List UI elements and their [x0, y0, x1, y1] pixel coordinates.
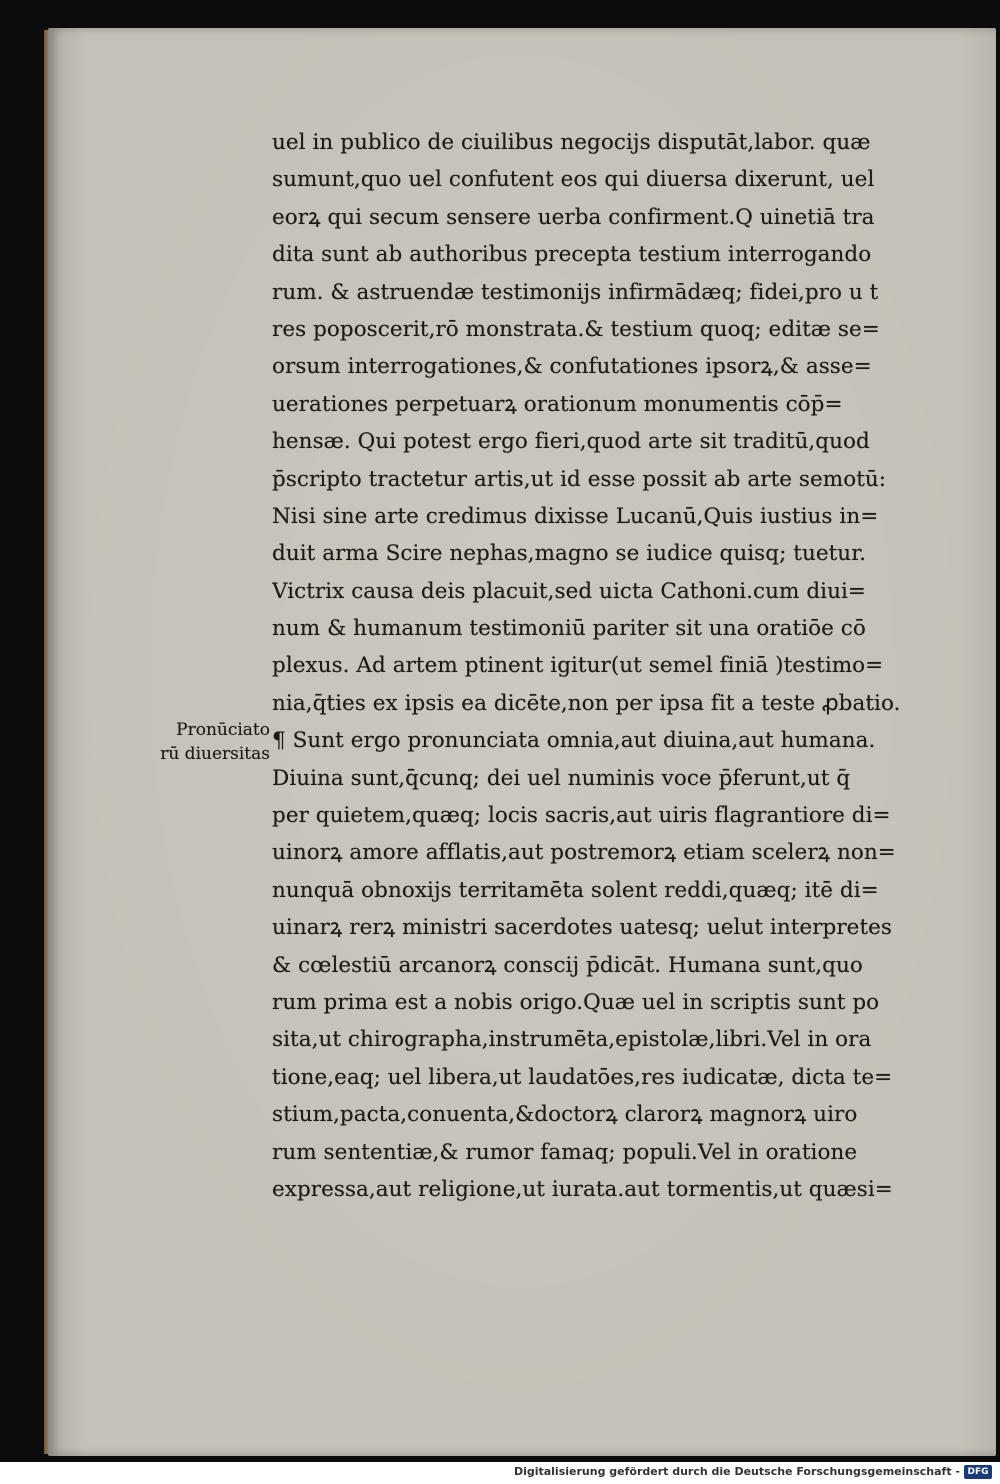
body-text	[272, 124, 952, 1208]
text-line: res poposcerit,rō monstrata.& testium quoq; editæ se=	[272, 316, 880, 342]
dfg-logo[interactable]: DFG	[964, 1465, 992, 1479]
margin-note-line: Pronūciato	[176, 720, 270, 740]
text-line: p̄scripto tractetur artis,ut id esse possit ab arte semotū:	[272, 466, 887, 492]
text-line: orsum interrogationes,& confutationes ipsorꝝ,& asse=	[272, 354, 872, 380]
text-line: plexus. Ad artem ptinent igitur(ut semel finiā )testimo=	[272, 653, 884, 679]
text-line: tione,eaq; uel libera,ut laudatōes,res iudicatæ, dicta te=	[272, 1064, 893, 1090]
text-line: expressa,aut religione,ut iurata.aut tormentis,ut quæsi=	[272, 1176, 893, 1202]
text-line: stium,pacta,conuenta,&doctorꝝ clarorꝝ magnorꝝ uiro	[272, 1102, 858, 1128]
text-line: eorꝝ qui secum sensere uerba confirment.Q uinetiā tra	[272, 204, 875, 230]
text-line: rum prima est a nobis origo.Quæ uel in scriptis sunt po	[272, 989, 880, 1015]
footer-credit: Digitalisierung gefördert durch die Deutsche Forschungsgemeinschaft -	[513, 1465, 960, 1478]
text-line: nunquā obnoxijs territamēta solent reddi,quæq; itē di=	[272, 877, 879, 903]
text-line: sita,ut chirographa,instrumēta,epistolæ,libri.Vel in ora	[272, 1027, 872, 1053]
text-line: dita sunt ab authoribus precepta testium interrogando	[272, 242, 872, 268]
text-line: duit arma Scire nephas,magno se iudice quisq; tuetur.	[272, 541, 867, 567]
text-line: hensæ. Qui potest ergo fieri,quod arte sit traditū,quod	[272, 429, 870, 455]
text-line: num & humanum testimoniū pariter sit una oratiōe cō	[272, 616, 866, 642]
text-line: Diuina sunt,q̄cunq; dei uel numinis voce p̄ferunt,ut q̄	[272, 765, 851, 791]
text-line: rum sententiæ,& rumor famaq; populi.Vel in oratione	[272, 1139, 858, 1165]
text-line: Nisi sine arte credimus dixisse Lucanū,Quis iustius in=	[272, 503, 879, 529]
text-line: ¶ Sunt ergo pronunciata omnia,aut diuina,aut humana.	[272, 728, 876, 754]
margin-note-line: rū diuersitas	[160, 744, 270, 764]
text-line: rum. & astruendæ testimonijs infirmādæq; fidei,pro u t	[272, 279, 879, 305]
footer-bar	[0, 1462, 1000, 1484]
text-line: Victrix causa deis placuit,sed uicta Cathoni.cum diui=	[272, 578, 866, 604]
text-line: uinarꝝ rerꝝ ministri sacerdotes uatesq; uelut interpretes	[272, 915, 892, 941]
margin-note	[140, 718, 270, 766]
text-line: uinorꝝ amore afflatis,aut postremorꝝ etiam scelerꝝ non=	[272, 840, 896, 866]
text-line: & cœlestiū arcanorꝝ conscij p̄dicāt. Humana sunt,quo	[272, 952, 863, 978]
text-line: nia,q̄ties ex ipsis ea dicēte,non per ipsa fit a teste ꝓbatio.	[272, 690, 901, 716]
text-line: sumunt,quo uel confutent eos qui diuersa dixerunt, uel	[272, 167, 875, 193]
text-line: per quietem,quæq; locis sacris,aut uiris flagrantiore di=	[272, 803, 891, 829]
text-line: uel in publico de ciuilibus negocijs disputāt,labor. quæ	[272, 130, 871, 155]
text-line: uerationes perpetuarꝝ orationum monumentis cōp̄=	[272, 391, 843, 417]
